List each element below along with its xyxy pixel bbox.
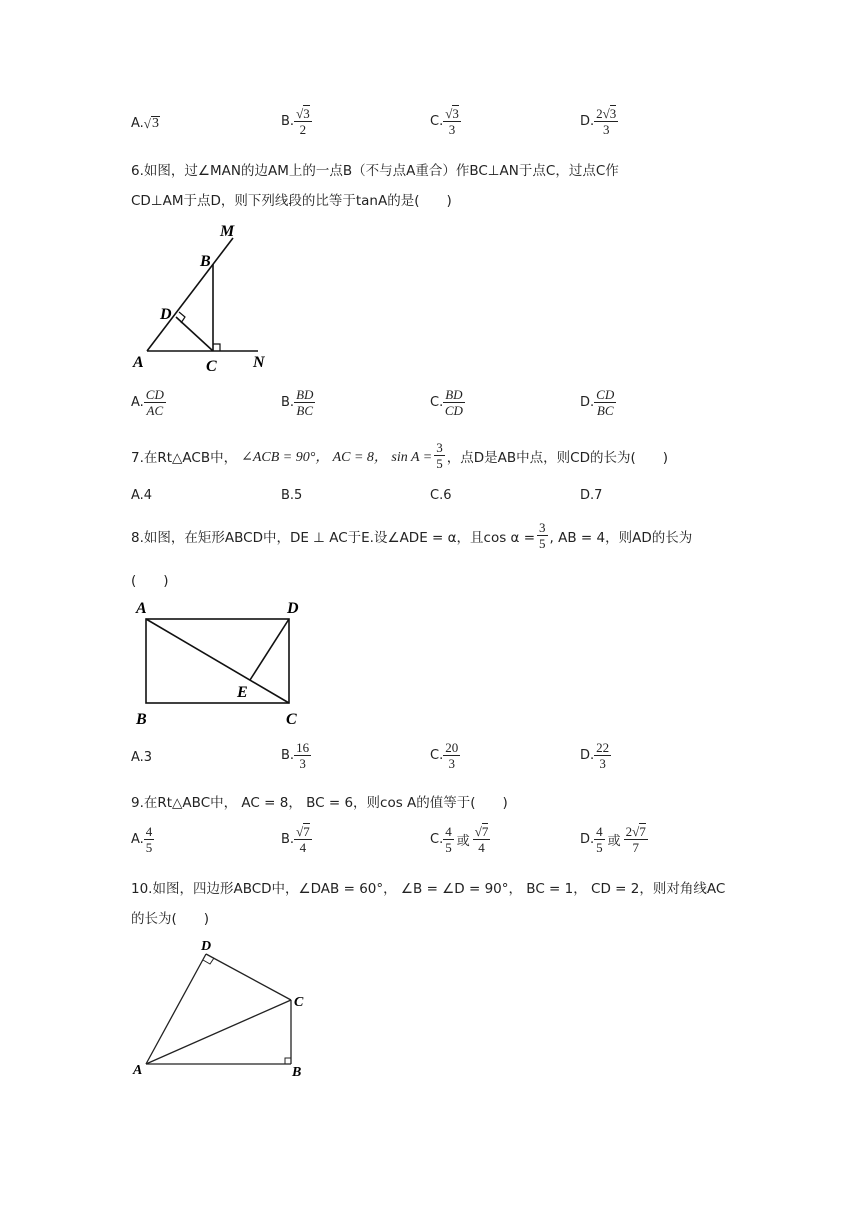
q10-label-b: B <box>292 1065 302 1080</box>
q8-stem-line2: ( ) <box>131 573 169 589</box>
q6-option-a: A. $\frac{CD}{AC}$ <box>131 387 164 418</box>
q9-stem: 9.在Rt△ABC中， AC = 8， BC = 6，则cos A的值等于( ) <box>131 795 508 811</box>
q6-label-b: B <box>200 253 211 270</box>
q10-stem-line1: 10.如图，四边形ABCD中，∠DAB = 60°， ∠B = ∠D = 90°， BC = 1， CD = 2，则对角线AC <box>131 881 726 897</box>
q8-option-a: A.3 <box>131 750 153 765</box>
q8-option-d: D. $\frac{22}{3}$ <box>580 740 610 771</box>
q6-figure <box>130 218 280 378</box>
q10-label-d: D <box>201 939 212 954</box>
q5-option-a: A. √ 3 <box>131 116 159 131</box>
q7-option-a: A.4 <box>131 488 153 503</box>
q9-option-b: B. $\frac{√7}{4}$ <box>281 824 310 855</box>
q6-label-d: D <box>160 306 172 323</box>
q8-stem-line1: 8.如图，在矩形ABCD中，DE ⊥ AC于E.设∠ADE = α，且cos α = $\frac{3}{5}$ , AB = 4，则AD的长为 <box>131 520 693 551</box>
q9-option-d: D. $\frac{4}{5}$ 或 $\frac{2√7}{7}$ <box>580 824 646 855</box>
q6-label-a: A <box>133 354 144 371</box>
q6-option-c: C. $\frac{BD}{CD}$ <box>430 387 463 418</box>
q5-option-d: D. $\frac{2√3}{3}$ <box>580 106 617 137</box>
q9-option-a: A. $\frac{4}{5}$ <box>131 824 153 855</box>
q8-label-e: E <box>237 684 248 701</box>
q6-label-m: M <box>220 223 235 240</box>
q8-label-c: C <box>286 711 297 728</box>
q6-option-b: B. $\frac{BD}{BC}$ <box>281 387 314 418</box>
q8-option-b: B. $\frac{16}{3}$ <box>281 740 310 771</box>
q7-option-d: D.7 <box>580 488 603 503</box>
q6-option-d: D. $\frac{CD}{BC}$ <box>580 387 615 418</box>
q8-label-d: D <box>287 600 299 617</box>
q10-label-a: A <box>133 1063 143 1078</box>
q7-option-b: B.5 <box>281 488 303 503</box>
q5-option-b: B. $\frac{√3}{2}$ <box>281 106 310 137</box>
q7-option-c: C.6 <box>430 488 452 503</box>
q6-label-c: C <box>206 358 217 375</box>
q6-stem-line2: CD⊥AM于点D，则下列线段的比等于tanA的是( ) <box>131 193 452 209</box>
q8-label-a: A <box>136 600 147 617</box>
q7-stem: 7.在Rt△ACB中， ∠ACB = 90°， AC = 8， sin A = $\frac{3}{5}$ ，点D是AB中点，则CD的长为( ) <box>131 440 669 471</box>
q10-figure <box>128 934 318 1084</box>
q8-figure <box>130 596 320 732</box>
q5-option-c: C. $\frac{√3}{3}$ <box>430 106 459 137</box>
q8-label-b: B <box>136 711 147 728</box>
q9-option-c: C. $\frac{4}{5}$ 或 $\frac{√7}{4}$ <box>430 824 489 855</box>
q6-stem-line1: 6.如图，过∠MAN的边AM上的一点B（不与点A重合）作BC⊥AN于点C，过点C作 <box>131 163 619 179</box>
q10-stem-line2: 的长为( ) <box>131 911 210 927</box>
q10-label-c: C <box>294 995 304 1010</box>
q6-label-n: N <box>253 354 265 371</box>
q8-option-c: C. $\frac{20}{3}$ <box>430 740 459 771</box>
